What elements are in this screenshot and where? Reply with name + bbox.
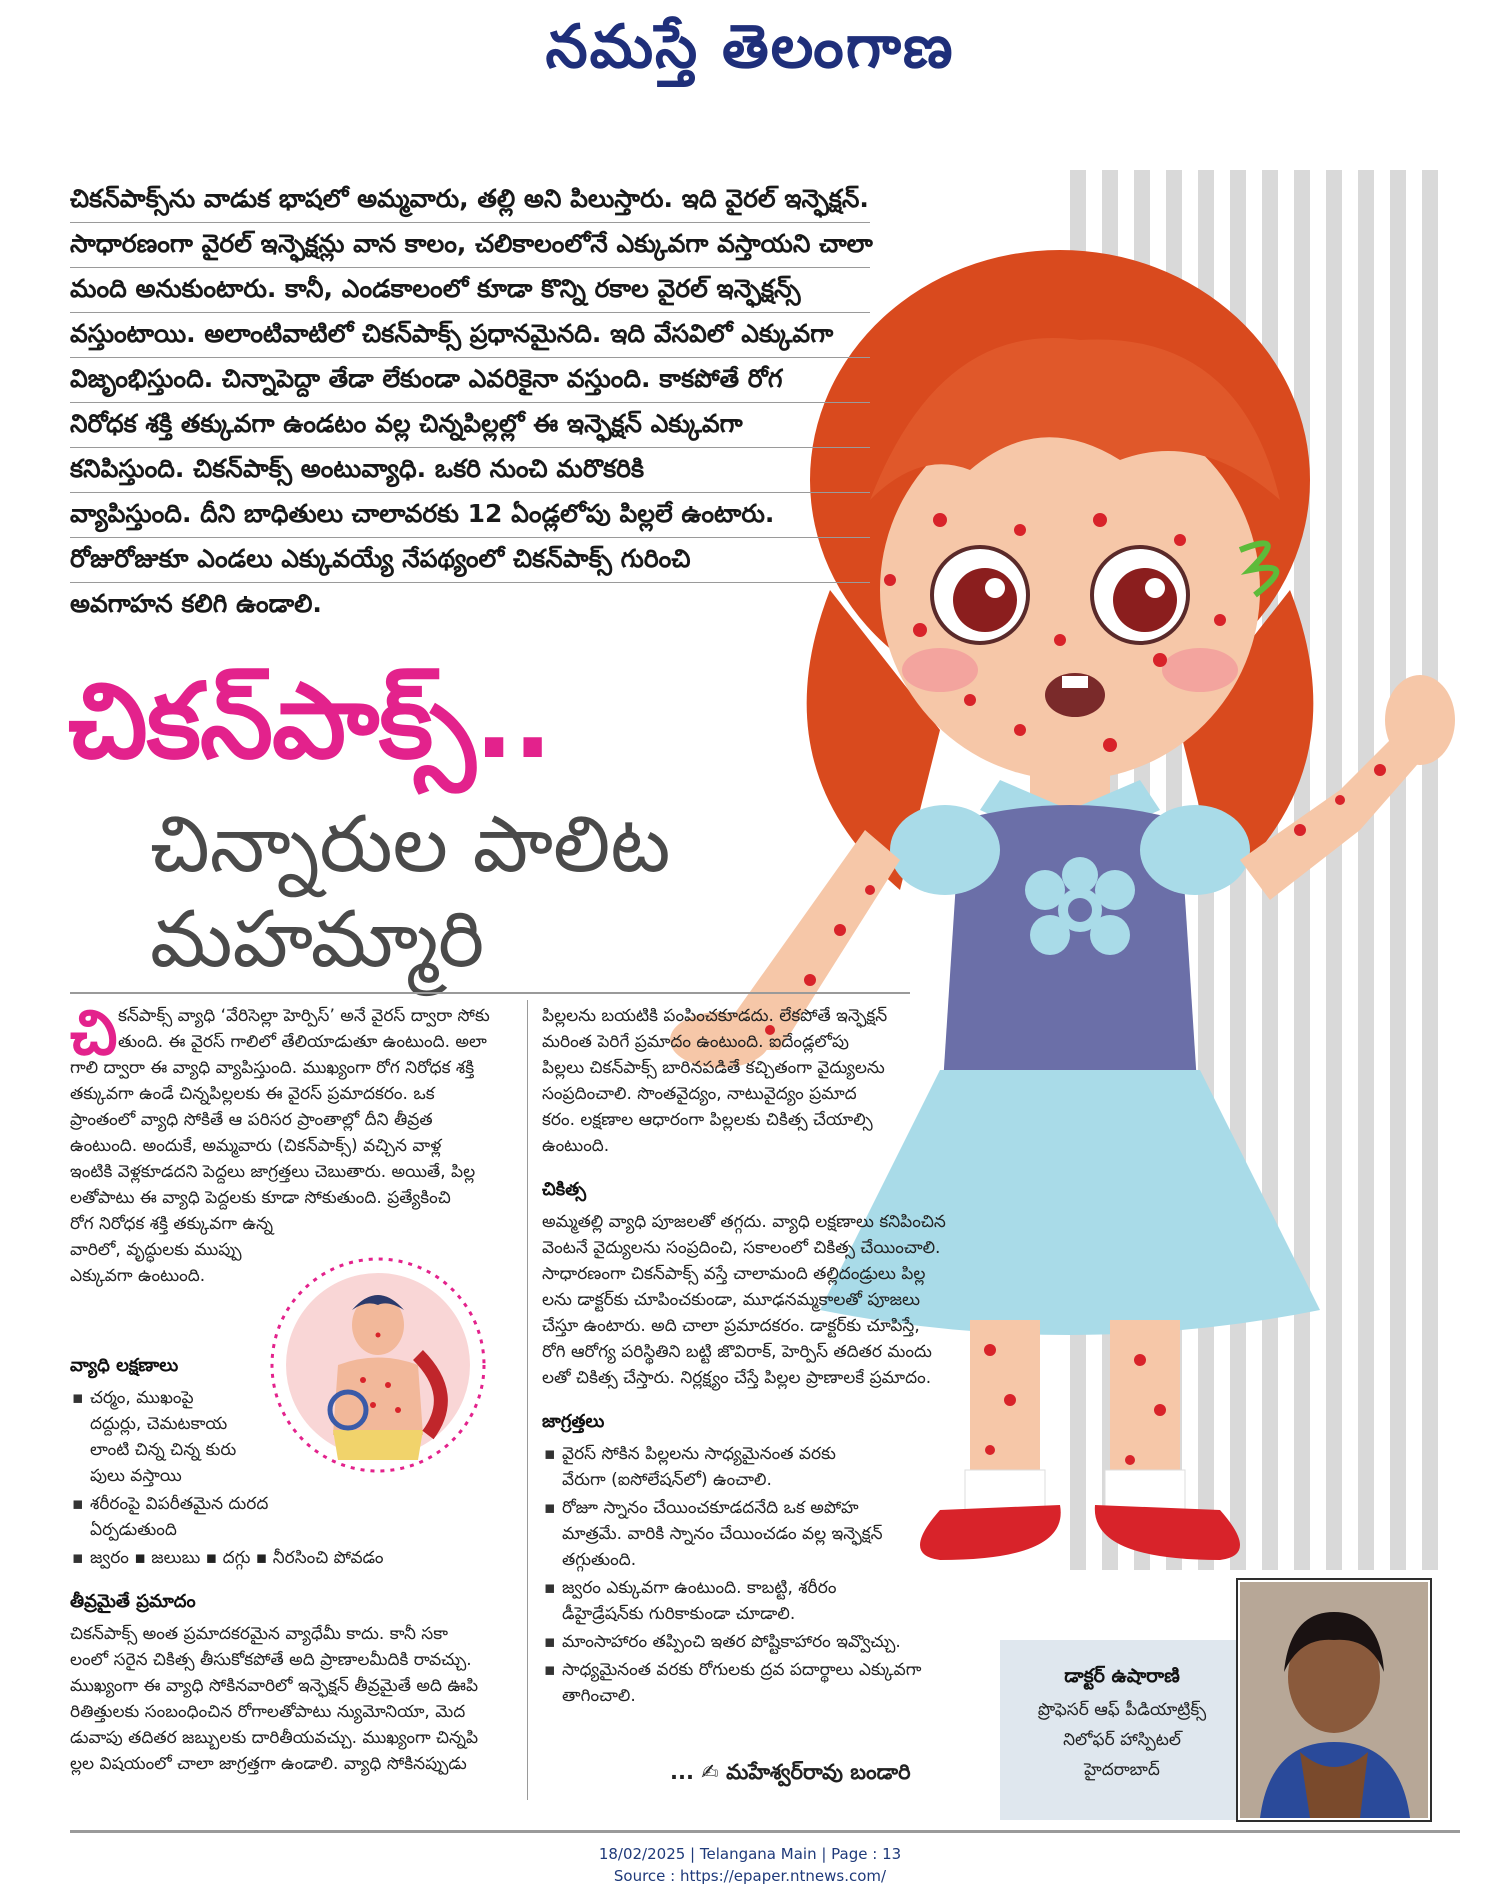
intro-paragraph — [70, 178, 873, 627]
byline: ... ✍ మహేశ్వర్‌రావు బండారి — [670, 1760, 911, 1784]
subheadline-line-1: చిన్నారుల పాలిట — [150, 800, 671, 890]
intro-line: విజృంభిస్తుంది. చిన్నాపెద్దా తేడా లేకుండా ఎవరికైనా వస్తుంది. కాకపోతే రోగ — [70, 358, 870, 403]
list-item — [562, 1629, 982, 1655]
symptoms-heading: వ్యాధి లక్షణాలు — [70, 1355, 179, 1376]
doctor-city: హైదరాబాద్ — [1084, 1760, 1160, 1780]
text-line: చేస్తూ ఉంటారు. అది చాలా ప్రమాదకరం. డాక్టర్‌కు చూపిస్తే, — [542, 1316, 920, 1336]
text-line: జ్వరం ▪ జలుబు ▪ దగ్గు ▪ నీరసించి పోవడం — [90, 1548, 384, 1568]
text-line: ల్లల విషయంలో చాలా జాగ్రత్తగా ఉండాలి. వ్యాధి సోకినప్పుడు — [70, 1754, 467, 1774]
text-line: వేరుగా (ఐసోలేషన్‌లో) ఉంచాలి. — [562, 1470, 772, 1490]
text-line: ఎక్కువగా ఉంటుంది. — [70, 1266, 206, 1286]
list-item — [562, 1441, 982, 1493]
text-line: తాగించాలి. — [562, 1686, 636, 1706]
intro-line: చికన్‌పాక్స్‌ను వాడుక భాషలో అమ్మవారు, తల్లి అని పిలుస్తారు. ఇది వైరల్ ఇన్ఫెక్షన్. — [70, 178, 870, 223]
list-item — [90, 1385, 520, 1489]
text-line: సాధారణంగా చికన్‌పాక్స్ వస్తే చాలామంది తల్లిదండ్రులు పిల్ల — [542, 1264, 926, 1284]
column-1-sections — [70, 1335, 520, 1777]
headline: చికన్‌పాక్స్.. — [68, 660, 552, 782]
intro-line: కనిపిస్తుంది. చికన్‌పాక్స్ అంటువ్యాధి. ఒకరి నుంచి మరొకరికి — [70, 448, 870, 493]
subheadline-line-2: మహమ్మారి — [150, 895, 485, 985]
text-line: వారిలో, వృద్ధులకు ముప్పు — [70, 1240, 242, 1260]
list-item — [562, 1575, 982, 1627]
text-line: సాధ్యమైనంత వరకు రోగులకు ద్రవ పదార్థాలు ఎక్కువగా — [562, 1660, 922, 1680]
footer-date-page: 18/02/2025 | Telangana Main | Page : 13 — [598, 1845, 902, 1863]
text-line: లతో చికిత్స చేస్తారు. నిర్లక్ష్యం చేస్తే పిల్లల ప్రాణాలకే ప్రమాదం. — [542, 1368, 932, 1388]
text-line: వైరస్ సోకిన పిల్లలను సాధ్యమైనంత వరకు — [562, 1444, 836, 1464]
text-line: గాలి ద్వారా ఈ వ్యాధి వ్యాపిస్తుంది. ముఖ్యంగా రోగ నిరోధక శక్తి — [70, 1058, 475, 1078]
text-line: సంప్రదించాలి. సొంతవైద్యం, నాటువైద్యం ప్రమాద — [542, 1084, 857, 1104]
headline-rule — [70, 992, 910, 994]
list-item — [90, 1491, 520, 1543]
text-line: శరీరంపై విపరీతమైన దురద — [90, 1494, 269, 1514]
text-line: పిల్లలు చికన్‌పాక్స్ బారినపడితే కచ్చితంగా వైద్యులను — [542, 1058, 885, 1078]
text-line: ప్రాంతంలో వ్యాధి సోకితే ఆ పరిసర ప్రాంతాల్లో దీని తీవ్రత — [70, 1110, 433, 1130]
intro-line: వ్యాపిస్తుంది. దీని బాధితులు చాలావరకు 12 ఏండ్లలోపు పిల్లలే ఉంటారు. — [70, 493, 870, 538]
text-line: డీహైడ్రేషన్‌కు గురికాకుండా చూడాలి. — [562, 1604, 796, 1624]
doctor-photo — [1238, 1580, 1430, 1820]
column-1-para-1a — [118, 1003, 518, 1055]
footer-rule — [70, 1830, 1460, 1833]
list-item — [90, 1545, 520, 1571]
treatment-heading: చికిత్స — [542, 1179, 587, 1200]
text-line: ముఖ్యంగా ఈ వ్యాధి సోకినవారిలో ఇన్ఫెక్షన్ తీవ్రమైతే అది ఊపి — [70, 1676, 479, 1696]
text-line: ఉంటుంది. అందుకే, అమ్మవారు (చికన్‌పాక్స్) వచ్చిన వాళ్ల — [70, 1136, 442, 1156]
precautions-heading: జాగ్రత్తలు — [542, 1411, 605, 1432]
text-line: మరింత పెరిగే ప్రమాదం ఉంటుంది. ఐదేండ్లలోపు — [542, 1032, 849, 1052]
text-line: లంలో సరైన చికిత్స తీసుకోకపోతే అది ప్రాణాలమీదికి రావచ్చు. — [70, 1650, 472, 1670]
text-line: జ్వరం ఎక్కువగా ఉంటుంది. కాబట్టి, శరీరం — [562, 1578, 837, 1598]
text-line: ఏర్పడుతుంది — [90, 1520, 177, 1540]
list-item — [562, 1495, 982, 1573]
footer-source: Source : https://epaper.ntnews.com/ — [613, 1867, 887, 1885]
intro-line: అవగాహన కలిగి ఉండాలి. — [70, 589, 322, 618]
text-line: డువాపు తదితర జబ్బులకు దారితీయవచ్చు. ముఖ్యంగా చిన్నపి — [70, 1728, 479, 1748]
text-line: దద్దుర్లు, చెమటకాయ — [90, 1414, 228, 1434]
text-line: రోగి ఆరోగ్య పరిస్థితిని బట్టి జొవిరాక్, హెర్పిస్ తదితర మందు — [542, 1342, 932, 1362]
text-line: తక్కువగా ఉండే చిన్నపిల్లలకు ఈ వైరస్ ప్రమాదకరం. ఒక — [70, 1084, 435, 1104]
intro-line: రోజురోజుకూ ఎండలు ఎక్కువయ్యే నేపథ్యంలో చికన్‌పాక్స్ గురించి — [70, 538, 870, 583]
text-line: మాత్రమే. వారికి స్నానం చేయించడం వల్ల ఇన్ఫెక్షన్ — [562, 1524, 883, 1544]
column-1-para-1b — [70, 1055, 520, 1289]
text-line: కరం. లక్షణాల ఆధారంగా పిల్లలకు చికిత్స చేయాల్సి — [542, 1110, 873, 1130]
text-line: ఉంటుంది. — [542, 1136, 610, 1156]
doctor-hospital: నిలోఫర్ హాస్పిటల్ — [1063, 1730, 1181, 1750]
text-line: లాంటి చిన్న చిన్న కురు — [90, 1440, 237, 1460]
text-line: కన్‌పాక్స్ వ్యాధి ‘వేరిసెల్లా హెర్పిస్’ అనే వైరస్ ద్వారా సోకు — [118, 1006, 490, 1026]
severe-heading: తీవ్రమైతే ప్రమాదం — [70, 1591, 196, 1612]
intro-line: నిరోధక శక్తి తక్కువగా ఉండటం వల్ల చిన్నపిల్లల్లో ఈ ఇన్ఫెక్షన్ ఎక్కువగా — [70, 403, 870, 448]
text-line: పిల్లలను బయటికి పంపించకూడదు. లేకపోతే ఇన్ఫెక్షన్ — [542, 1006, 888, 1026]
text-line: వెంటనే వైద్యులను సంప్రదించి, సకాలంలో చికిత్స చేయించాలి. — [542, 1238, 941, 1258]
text-line: ఇంటికి వెళ్లకూడదని పెద్దలు జాగ్రత్తలు చెబుతారు. అయితే, పిల్ల — [70, 1162, 476, 1182]
text-line: తగ్గుతుంది. — [562, 1550, 637, 1570]
column-2 — [542, 1003, 982, 1711]
text-line: చర్మం, ముఖంపై — [90, 1388, 194, 1408]
column-divider — [527, 1000, 528, 1800]
text-line: లను డాక్టర్‌కు చూపించకుండా, మూఢనమ్మకాలతో పూజలు — [542, 1290, 920, 1310]
masthead-logo: నమస్తే తెలంగాణ — [545, 12, 955, 82]
text-line: పులు వస్తాయి — [90, 1466, 182, 1486]
intro-line: మంది అనుకుంటారు. కానీ, ఎండకాలంలో కూడా కొన్ని రకాల వైరల్ ఇన్ఫెక్షన్స్ — [70, 268, 870, 313]
intro-line: వస్తుంటాయి. అలాంటివాటిలో చికన్‌పాక్స్ ప్రధానమైనది. ఇది వేసవిలో ఎక్కువగా — [70, 313, 870, 358]
doctor-designation: ప్రొఫెసర్ ఆఫ్ పీడియాట్రిక్స్ — [1037, 1700, 1207, 1720]
doctor-name: డాక్టర్ ఉషారాణి — [1064, 1665, 1180, 1687]
text-line: తుంది. ఈ వైరస్ గాలిలో తేలియాడుతూ ఉంటుంది. అలా — [118, 1032, 487, 1052]
text-line: అమ్మతల్లి వ్యాధి పూజలతో తగ్గదు. వ్యాధి లక్షణాలు కనిపించిన — [542, 1212, 946, 1232]
text-line: లతోపాటు ఈ వ్యాధి పెద్దలకు కూడా సోకుతుంది. ప్రత్యేకించి — [70, 1188, 451, 1208]
drop-cap: చి — [70, 996, 118, 1069]
text-line: మాంసాహారం తప్పించి ఇతర పోష్టికాహారం ఇవ్వొచ్చు. — [562, 1632, 901, 1652]
symptoms-list — [70, 1385, 520, 1571]
text-line: రోజూ స్నానం చేయించకూడదనేది ఒక అపోహ — [562, 1498, 859, 1518]
precautions-list — [542, 1441, 982, 1709]
text-line: రోగ నిరోధక శక్తి తక్కువగా ఉన్న — [70, 1214, 273, 1234]
text-line: చికన్‌పాక్స్ అంత ప్రమాదకరమైన వ్యాధేమీ కాదు. కానీ సకా — [70, 1624, 448, 1644]
intro-line: సాధారణంగా వైరల్ ఇన్ఫెక్షన్లు వాన కాలం, చలికాలంలోనే ఎక్కువగా వస్తాయని చాలా — [70, 223, 870, 268]
list-item — [562, 1657, 982, 1709]
text-line: రితిత్తులకు సంబంధించిన రోగాలతోపాటు న్యుమోనియా, మెద — [70, 1702, 466, 1722]
